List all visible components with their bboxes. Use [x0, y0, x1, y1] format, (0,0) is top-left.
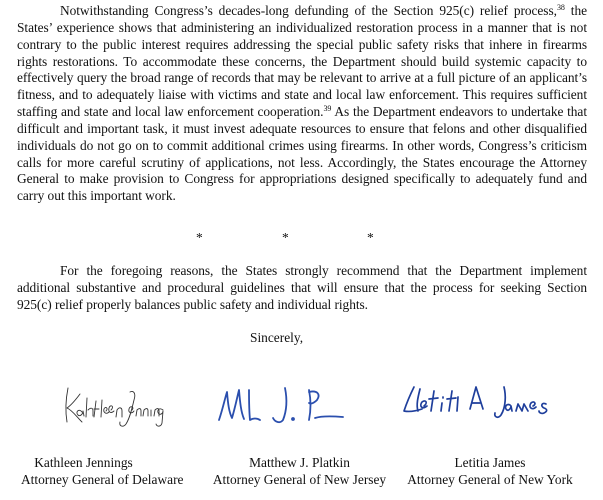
signatory-title: Attorney General of New York	[407, 471, 573, 487]
signature-kathleen-jennings	[60, 380, 165, 430]
body-paragraph-1	[17, 3, 587, 205]
asterisk-2: *	[282, 230, 289, 245]
signatory-name: Letitia James	[454, 455, 526, 470]
signature-letitia-james	[400, 375, 560, 425]
signatory-block-2	[212, 455, 387, 488]
section-separator	[0, 230, 603, 248]
footnote-ref-39[interactable]: 39	[323, 104, 332, 114]
closing-salutation: Sincerely,	[250, 330, 304, 345]
signatory-name: Matthew J. Platkin	[249, 455, 350, 470]
paragraph-1-text-a: Notwithstanding Congress’s decades-long defunding of the Section 925(c) relief process,	[60, 3, 557, 18]
signature-matthew-platkin	[213, 378, 348, 430]
signatory-block-3	[400, 455, 580, 488]
signatory-title: Attorney General of New Jersey	[212, 471, 387, 487]
body-paragraph-2	[17, 263, 587, 314]
footnote-ref-38[interactable]: 38	[556, 3, 565, 12]
asterisk-3: *	[367, 230, 374, 245]
signatory-name: Kathleen Jennings	[34, 455, 133, 470]
paragraph-1-text-b: the States’ experience shows that administering an individualized restoration process in a manner that is not contrary to the public interest requires addressing the special public safety risks that inhere in firearms rights restorations. To accommodate these concerns, the Department should build systemic capacity to effectively query the broad range of records that may be relevant to arrive at a full picture of an applicant’s fitness, and to adequately liaise with victims and state and local law enforcement. This requires sufficient staffing and state and local law enforcement cooperation.	[17, 3, 587, 120]
paragraph-1-text-c: As the Department endeavors to undertake that difficult and important task, it must invest adequate resources to ensure that felons and other disqualified individuals do not go on to commit additional crimes using firearms. In other words, Congress’s criticism calls for more careful scrutiny of applications, not less. Accordingly, the States encourage the Attorney General to make provision to Congress for appropriations designed specifically to adequately fund and carry out this important work.	[17, 104, 587, 204]
asterisk-1: *	[196, 230, 203, 245]
signatory-title: Attorney General of Delaware	[21, 471, 184, 487]
signatory-block-1	[21, 455, 184, 488]
paragraph-2-text: For the foregoing reasons, the States strongly recommend that the Department implement additional substantive and procedural guidelines that will ensure that the process for seeking Section 925(c) relief properly balances public safety and individual rights.	[17, 263, 587, 312]
